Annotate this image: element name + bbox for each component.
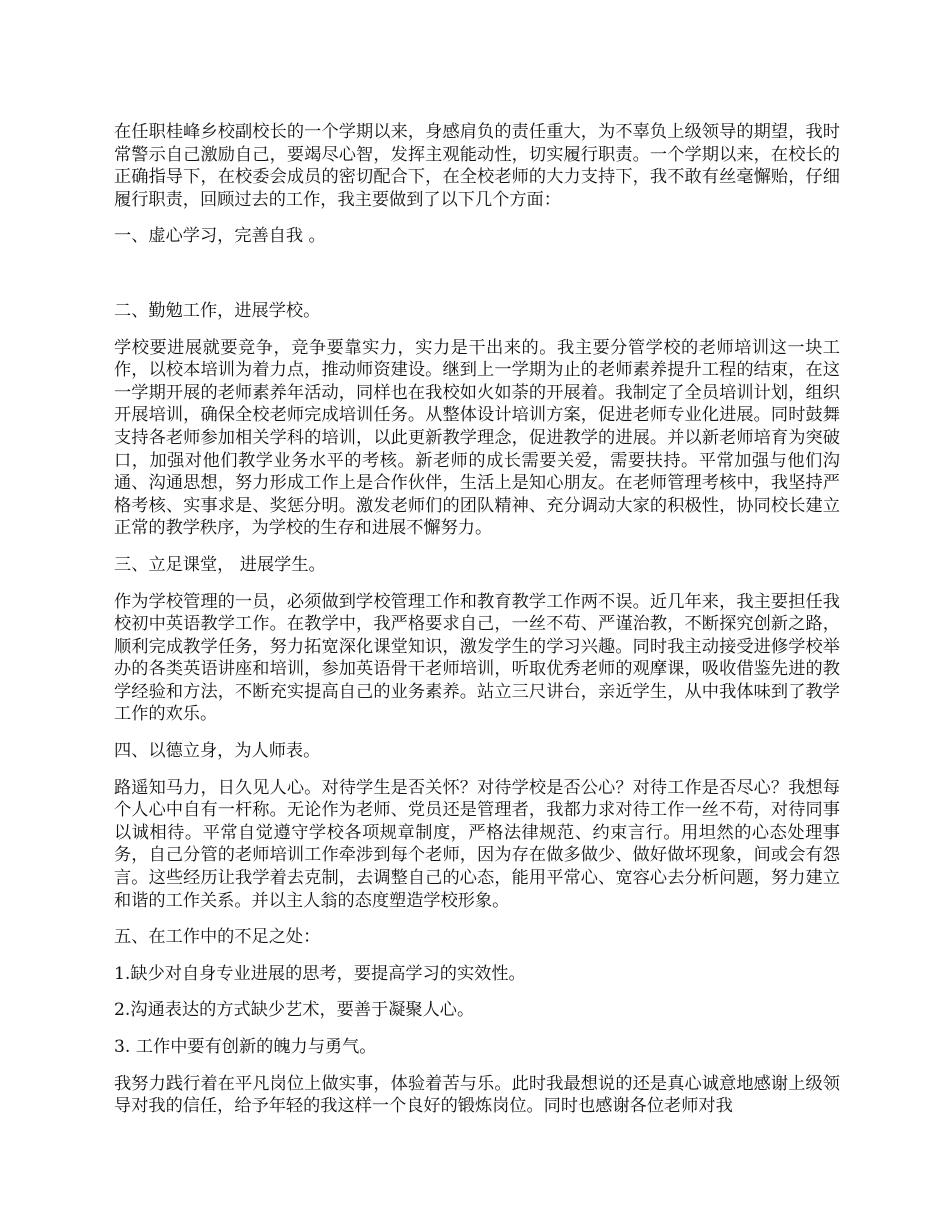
- section-body-3: 作为学校管理的一员，必须做到学校管理工作和教育教学工作两不误。近几年来，我主要担任我校初中英语教学工作。在教学中，我严格要求自己，一丝不苟、严谨治教，不断探究创新之路，顺利完成教学任务，努力拓宽深化课堂知识，激发学生的学习兴趣。同时我主动接受进修学校举办的各类英语讲座和培训，参加英语骨干老师培训，听取优秀老师的观摩课，吸收借鉴先进的教学经验和方法，不断充实提高自己的业务素养。站立三尺讲台，亲近学生，从中我体味到了教学工作的欢乐。: [114, 591, 840, 725]
- shortcoming-item-2: 2.沟通表达的方式缺少艺术，要善于凝聚人心。: [114, 1000, 475, 1021]
- section-body-2: 学校要进展就要竞争，竞争要靠实力，实力是干出来的。我主要分管学校的老师培训这一块工作，以校本培训为着力点，推动师资建设。继到上一学期为止的老师素养提升工程的结束，在这一学期开展的老师素养年活动，同样也在我校如火如荼的开展着。我制定了全员培训计划，组织开展培训，确保全校老师完成培训任务。从整体设计培训方案，促进老师专业化进展。同时鼓舞支持各老师参加相关学科的培训，以此更新教学理念，促进教学的进展。并以新老师培育为突破口，加强对他们教学业务水平的考核。新老师的成长需要关爱，需要扶持。平常加强与他们沟通、沟通思想，努力形成工作上是合作伙伴，生活上是知心朋友。在老师管理考核中，我坚持严格考核、实事求是、奖惩分明。激发老师们的团队精神、充分调动大家的积极性，协同校长建立正常的教学秩序，为学校的生存和进展不懈努力。: [114, 337, 840, 539]
- shortcoming-item-3: 3. 工作中要有创新的魄力与勇气。: [114, 1037, 377, 1057]
- document-page: [114, 121, 840, 1132]
- closing-paragraph: 我努力践行着在平凡岗位上做实事，体验着苦与乐。此时我最想说的还是真心诚意地感谢上级领导对我的信任，给予年轻的我这样一个良好的锻炼岗位。同时也感谢各位老师对我: [114, 1073, 840, 1117]
- section-heading-4: 四、以德立身，为人师表。: [114, 741, 321, 762]
- shortcoming-item-1: 1.缺少对自身专业进展的思考，要提高学习的实效性。: [114, 963, 526, 984]
- intro-paragraph: 在任职桂峰乡校副校长的一个学期以来，身感肩负的责任重大，为不辜负上级领导的期望，我时常警示自己激励自己，要竭尽心智，发挥主观能动性，切实履行职责。一个学期以来，在校长的正确指导下，在校委会成员的密切配合下，在全校老师的大力支持下，我不敢有丝毫懈贻，仔细履行职责，回顾过去的工作，我主要做到了以下几个方面：: [114, 122, 840, 210]
- section-heading-1: 一、虚心学习，完善自我 。: [114, 226, 326, 247]
- section-heading-3: 三、立足课堂， 进展学生。: [114, 554, 326, 575]
- section-heading-2: 二、勤勉工作，进展学校。: [114, 300, 321, 321]
- section-body-4: 路遥知马力，日久见人心。对待学生是否关怀？对待学校是否公心？对待工作是否尽心？我想每个人心中自有一杆称。无论作为老师、党员还是管理者，我都力求对待工作一丝不苟，对待同事以诚相待。平常自觉遵守学校各项规章制度，严格法律规范、约束言行。用坦然的心态处理事务，自己分管的老师培训工作牵涉到每个老师，因为存在做多做少、做好做坏现象，间或会有怨言。这些经历让我学着去克制，去调整自己的心态，能用平常心、宽容心去分析问题，努力建立和谐的工作关系。并以主人翁的态度塑造学校形象。: [114, 777, 840, 911]
- section-heading-5: 五、在工作中的不足之处：: [114, 927, 321, 948]
